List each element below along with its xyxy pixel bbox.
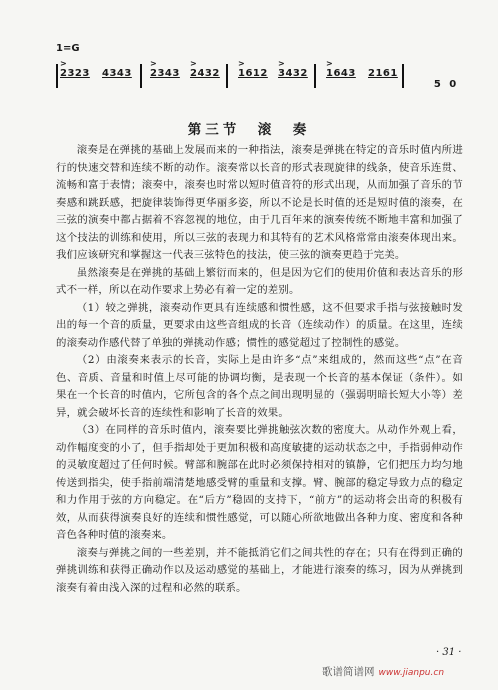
accent-mark: > (190, 59, 198, 68)
notation-measure (278, 59, 308, 79)
measure-notes: 1643 (326, 68, 356, 79)
measure-notes: 2343 (150, 68, 180, 79)
notation-measure (238, 59, 268, 79)
key-signature: 1=G (56, 43, 80, 54)
notation-measure (102, 68, 132, 79)
bar-line (226, 64, 228, 88)
numbered-notation-staff (56, 59, 457, 96)
measure-notes: 4343 (102, 68, 132, 79)
section-title: 第三节 滚 奏 (187, 122, 311, 138)
accent-mark: > (326, 59, 334, 68)
bar-line (140, 64, 142, 88)
paragraph: （1）较之弹挑，滚奏动作更具有连续感和惯性感，这不但要求手指与弦接触时发出的每一个音的质量，更要求由这些音组成的长音（连续动作）的质量。在这里，连续的滚奏动作感代替了单独的弹挑动作感；惯性的感觉超过了控制性的感觉。 (56, 301, 463, 349)
bar-line (402, 64, 404, 88)
bar-line (56, 64, 58, 88)
measure-notes: 1612 (238, 68, 268, 79)
body-text (56, 142, 463, 597)
notation-measure (60, 59, 90, 79)
notation-measure (150, 59, 180, 79)
paragraph: （3）在同样的音乐时值内，滚奏要比弹挑触弦次数的密度大。从动作外观上看，动作幅度变的小了，但手指却处于更加积极和高度敏捷的运动状态之中，手指弱伸动作的灵敏度超过了任何时候。臂部和腕部在此时必须保持相对的镇静，它们把压力均匀地传送到指尖，使手指前端清楚地感受臂的重量和支撑。臂、腕部的稳定导致力点的稳定和力作用于弦的方向稳定。在“后方”稳固的支持下，“前方”的运动将会出奇的积极有效，从而获得演奏良好的连续和惯性感觉，可以随心所欲地做出各种力度、密度和各种音色各种时值的滚奏来。 (56, 424, 463, 541)
notation-measure (190, 59, 220, 79)
measure-notes: 5 0 (433, 79, 457, 90)
notation-measure (410, 68, 457, 101)
paragraph: 虽然滚奏是在弹挑的基础上繁衍而来的，但是因为它们的使用价值和表达音乐的形式不一样，所以在动作要求上势必有着一定的差别。 (56, 266, 463, 296)
accent-mark: > (150, 59, 158, 68)
accent-mark: > (60, 59, 68, 68)
measure-notes: 2323 (60, 68, 90, 79)
watermark-text: 歌谱简谱网 (322, 666, 375, 678)
measure-notes: 3432 (278, 68, 308, 79)
watermark-url: www.jianpu.cn (378, 668, 445, 678)
notation-measure (326, 59, 356, 79)
measure-notes: 2432 (190, 68, 220, 79)
accent-mark: > (238, 59, 246, 68)
measure-notes: 2161 (368, 68, 398, 79)
paragraph: （2）由滚奏来表示的长音，实际上是由许多“点”来组成的，然而这些“点”在音色、音质、音量和时值上尽可能的协调均衡，是表现一个长音的基本保证（条件）。如果在一个长音的时值内，它所包含的各个点之间出现明显的（强弱明暗长短大小等）差异，就会破坏长音的连续性和影响了长音的效果。 (56, 354, 463, 419)
bar-line (314, 64, 316, 88)
page-number: · 31 · (436, 647, 462, 658)
notation-measure (368, 68, 398, 79)
paragraph: 滚奏与弹挑之间的一些差别，并不能抵消它们之间共性的存在；只有在得到正确的弹挑训练和获得正确动作以及运动感觉的基础上，才能进行滚奏的练习，因为从弹挑到滚奏有着由浅入深的过程和必然的联系。 (56, 546, 463, 594)
paragraph: 滚奏是在弹挑的基础上发展而来的一种指法，滚奏是弹挑在特定的音乐时值内所进行的快速交替和连续不断的动作。滚奏常以长音的形式表现旋律的线条，使音乐连贯、流畅和富于表情；滚奏中，滚奏也时常以短时值音符的形式出现，从而加强了音乐的节奏感和跳跃感，把旋律装饰得更华丽多姿，所以不论是长时值的还是短时值的滚奏，在三弦的演奏中都占据着不容忽视的地位，由于几百年来的演奏传统不断地丰富和加强了这个技法的训练和使用，所以三弦的表现力和其特有的艺术风格常常由滚奏体现出来。我们应该研究和掌握这一代表三弦特色的技法，使三弦的演奏更趋于完美。 (56, 144, 463, 261)
accent-mark: > (278, 59, 286, 68)
site-watermark (322, 664, 444, 679)
